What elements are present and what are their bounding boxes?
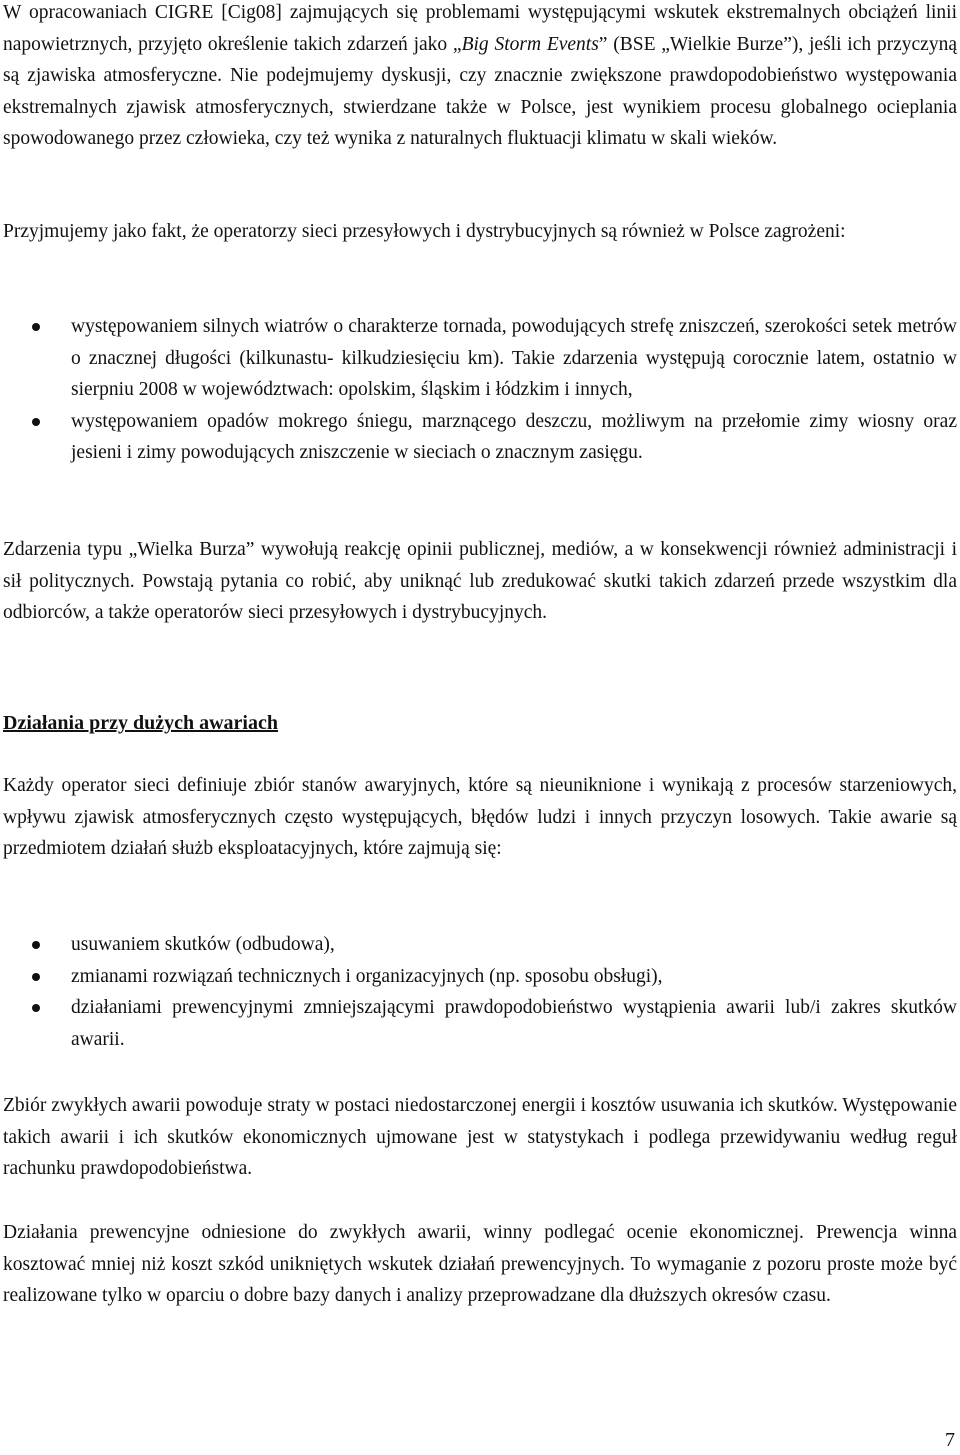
list-item-text: występowaniem opadów mokrego śniegu, marznącego deszczu, możliwym na przełomie zimy wiosny oraz jesieni i zimy powodujących zniszczenie w sieciach o znacznym zasięgu. — [71, 410, 957, 463]
threats-list — [3, 311, 957, 469]
section-heading: Działania przy dużych awariach — [3, 712, 278, 734]
paragraph-big-storm: Zdarzenia typu „Wielka Burza” wywołują reakcję opinii publicznej, mediów, a w konsekwencji również administracji i sił politycznych. Powstają pytania co robić, aby uniknąć lub zredukować skutki takich zdarzeń przede wszystkim dla odbiorców, a także operatorów sieci przesyłowych i dystrybucyjnych. — [3, 539, 957, 623]
paragraph-losses: Zbiór zwykłych awarii powoduje straty w postaci niedostarczonej energii i kosztów usuwania ich skutków. Występowanie takich awarii i ich skutków ekonomicznych ujmowane jest w statystykach i podlega przewidywaniu według reguł rachunku prawdopodobieństwa. — [3, 1095, 957, 1179]
bullet-icon — [32, 418, 40, 426]
paragraph-intro — [3, 0, 957, 155]
actions-list — [3, 929, 957, 1055]
bullet-icon — [32, 973, 40, 981]
paragraph-operator: Każdy operator sieci definiuje zbiór stanów awaryjnych, które są nieuniknione i wynikają z procesów starzeniowych, wpływu zjawisk atmosferycznych często występujących, błędów ludzi i innych przyczyn losowych. Takie awarie są przedmiotem działań służb eksploatacyjnych, które zajmują się: — [3, 775, 957, 859]
paragraph-prevention: Działania prewencyjne odniesione do zwykłych awarii, winny podlegać ocenie ekonomicznej. Prewencja winna kosztować mniej niż koszt szkód unikniętych wskutek działań prewencyjnych. To wymaganie z pozoru proste może być realizowane tylko w oparciu o dobre bazy danych i analizy przeprowadzane dla dłuższych okresów czasu. — [3, 1222, 957, 1306]
paragraph-intro-part-b: ” (BSE „Wielkie Burze”), jeśli ich przyczyną są zjawiska atmosferyczne. Nie podejmujemy dyskusji, czy znacznie zwiększone prawdopodobieństwo występowania ekstremalnych zjawisk atmosferycznych, stwierdzane także w Polsce, jest wynikiem procesu globalnego ocieplania spowodowanego przez człowieka, czy też wynika z naturalnych fluktuacji klimatu w skali wieków. — [3, 33, 957, 149]
list-item-text: usuwaniem skutków (odbudowa), — [71, 934, 335, 955]
bullet-icon — [32, 323, 40, 331]
list-item — [3, 406, 957, 469]
list-item — [3, 992, 957, 1055]
list-item — [3, 311, 957, 406]
list-item-text: występowaniem silnych wiatrów o charakterze tornada, powodujących strefę zniszczeń, szerokości setek metrów o znacznej długości (kilkunastu- kilkudziesięciu km). Takie zdarzenia występują corocznie latem, ostatnio w sierpniu 2008 w województwach: opolskim, śląskim i łódzkim i innych, — [71, 316, 957, 400]
big-storm-events-term: Big Storm Events — [461, 33, 599, 55]
bullet-icon — [32, 1004, 40, 1012]
bullet-icon — [32, 941, 40, 949]
page-number: 7 — [945, 1429, 955, 1451]
list-item-text: zmianami rozwiązań technicznych i organizacyjnych (np. sposobu obsługi), — [71, 965, 663, 987]
paragraph-threats-intro: Przyjmujemy jako fakt, że operatorzy sieci przesyłowych i dystrybucyjnych są również w Polsce zagrożeni: — [3, 221, 846, 242]
list-item-text: działaniami prewencyjnymi zmniejszającymi prawdopodobieństwo wystąpienia awarii lub/i zakres skutków awarii. — [71, 997, 957, 1050]
paragraph-intro-part-a: W opracowaniach CIGRE [Cig08] zajmujących się problemami występującymi wskutek ekstremalnych obciążeń linii napowietrznych, przyjęto określenie takich zdarzeń jako „ — [3, 2, 957, 55]
list-item — [3, 961, 957, 993]
list-item — [3, 929, 957, 961]
